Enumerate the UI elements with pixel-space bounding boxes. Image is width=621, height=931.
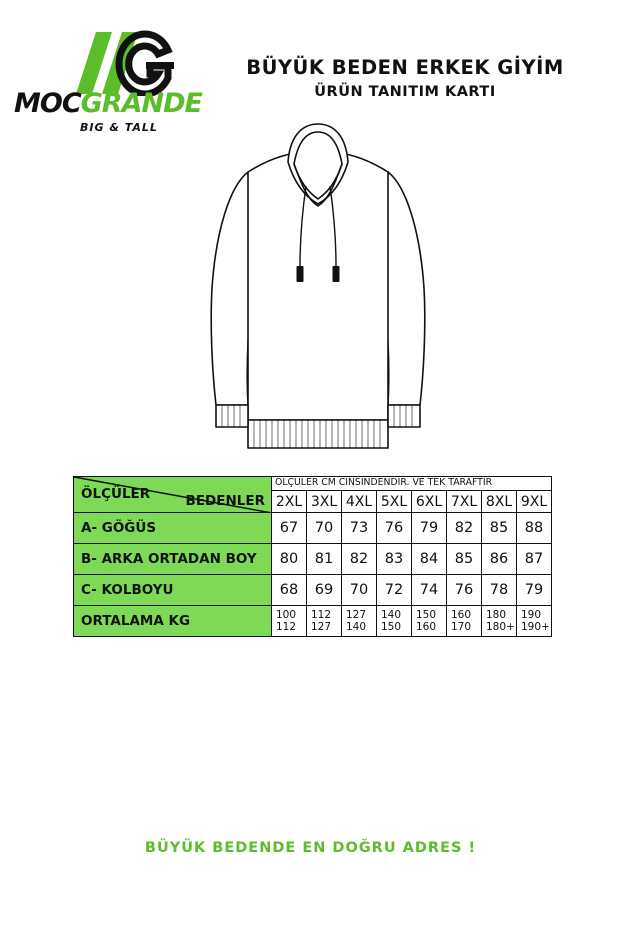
weight-max: 112 (276, 621, 297, 633)
brand-name-grande: GRANDE (80, 88, 202, 119)
table-cell: 72 (377, 575, 412, 606)
row-label: A- GÖĞÜS (74, 513, 272, 544)
table-row (74, 544, 552, 575)
size-table (73, 476, 552, 637)
table-row (74, 606, 552, 637)
table-cell (377, 606, 412, 637)
table-row (74, 513, 552, 544)
table-cell: 85 (482, 513, 517, 544)
brand-wordmark (14, 88, 204, 134)
weight-min: 112 (311, 609, 332, 621)
size-table-wrapper (73, 476, 551, 637)
weight-min: 150 (416, 609, 437, 621)
logo-g-mark (72, 28, 177, 96)
weight-min: 127 (346, 609, 367, 621)
table-cell: 78 (482, 575, 517, 606)
table-cell: 76 (447, 575, 482, 606)
size-header-cell: 8XL (482, 491, 517, 513)
table-cell: 74 (412, 575, 447, 606)
weight-min: 180 (486, 609, 507, 621)
table-cell: 76 (377, 513, 412, 544)
table-cell: 88 (517, 513, 552, 544)
page-title: BÜYÜK BEDEN ERKEK GİYİM (246, 56, 564, 79)
table-cell: 81 (307, 544, 342, 575)
table-note: ÖLÇÜLER CM CİNSİNDENDİR. VE TEK TARAFTIR (272, 477, 552, 491)
size-header-cell: 7XL (447, 491, 482, 513)
table-cell: 85 (447, 544, 482, 575)
table-cell: 67 (272, 513, 307, 544)
table-row (74, 575, 552, 606)
row-label: B- ARKA ORTADAN BOY (74, 544, 272, 575)
table-cell: 80 (272, 544, 307, 575)
table-cell: 79 (517, 575, 552, 606)
table-cell: 70 (307, 513, 342, 544)
brand-name-moc: MOC (14, 88, 81, 119)
table-cell: 82 (447, 513, 482, 544)
weight-max: 190+ (521, 621, 550, 633)
brand-logo (14, 28, 204, 148)
table-cell: 87 (517, 544, 552, 575)
weight-min: 160 (451, 609, 472, 621)
weight-min: 140 (381, 609, 402, 621)
table-cell (482, 606, 517, 637)
table-cell (272, 606, 307, 637)
size-header-cell: 9XL (517, 491, 552, 513)
size-header-cell: 2XL (272, 491, 307, 513)
weight-min: 100 (276, 609, 297, 621)
table-cell: 86 (482, 544, 517, 575)
size-header-cell: 5XL (377, 491, 412, 513)
title-block (205, 56, 605, 100)
table-cell: 79 (412, 513, 447, 544)
table-corner-cell (74, 477, 272, 513)
table-cell: 70 (342, 575, 377, 606)
row-label: ORTALAMA KG (74, 606, 272, 637)
size-header-cell: 4XL (342, 491, 377, 513)
table-cell: 73 (342, 513, 377, 544)
corner-label-measures: ÖLÇÜLER (81, 486, 151, 502)
page-subtitle: ÜRÜN TANITIM KARTI (314, 84, 496, 100)
table-cell (412, 606, 447, 637)
weight-max: 160 (416, 621, 437, 633)
table-cell: 84 (412, 544, 447, 575)
brand-tagline: BIG & TALL (80, 121, 158, 134)
weight-max: 180+ (486, 621, 515, 633)
size-header-cell: 6XL (412, 491, 447, 513)
table-cell: 83 (377, 544, 412, 575)
table-cell: 68 (272, 575, 307, 606)
row-label: C- KOLBOYU (74, 575, 272, 606)
table-header-note-row (74, 477, 552, 491)
table-cell (517, 606, 552, 637)
corner-label-sizes: BEDENLER (185, 493, 265, 509)
table-cell: 69 (307, 575, 342, 606)
table-cell (447, 606, 482, 637)
table-cell (307, 606, 342, 637)
weight-max: 170 (451, 621, 472, 633)
footer-slogan: BÜYÜK BEDENDE EN DOĞRU ADRES ! (144, 840, 477, 856)
weight-max: 127 (311, 621, 332, 633)
table-cell: 82 (342, 544, 377, 575)
weight-max: 140 (346, 621, 367, 633)
weight-min: 190 (521, 609, 542, 621)
size-header-cell: 3XL (307, 491, 342, 513)
table-cell (342, 606, 377, 637)
hoodie-illustration (190, 120, 480, 480)
weight-max: 150 (381, 621, 402, 633)
